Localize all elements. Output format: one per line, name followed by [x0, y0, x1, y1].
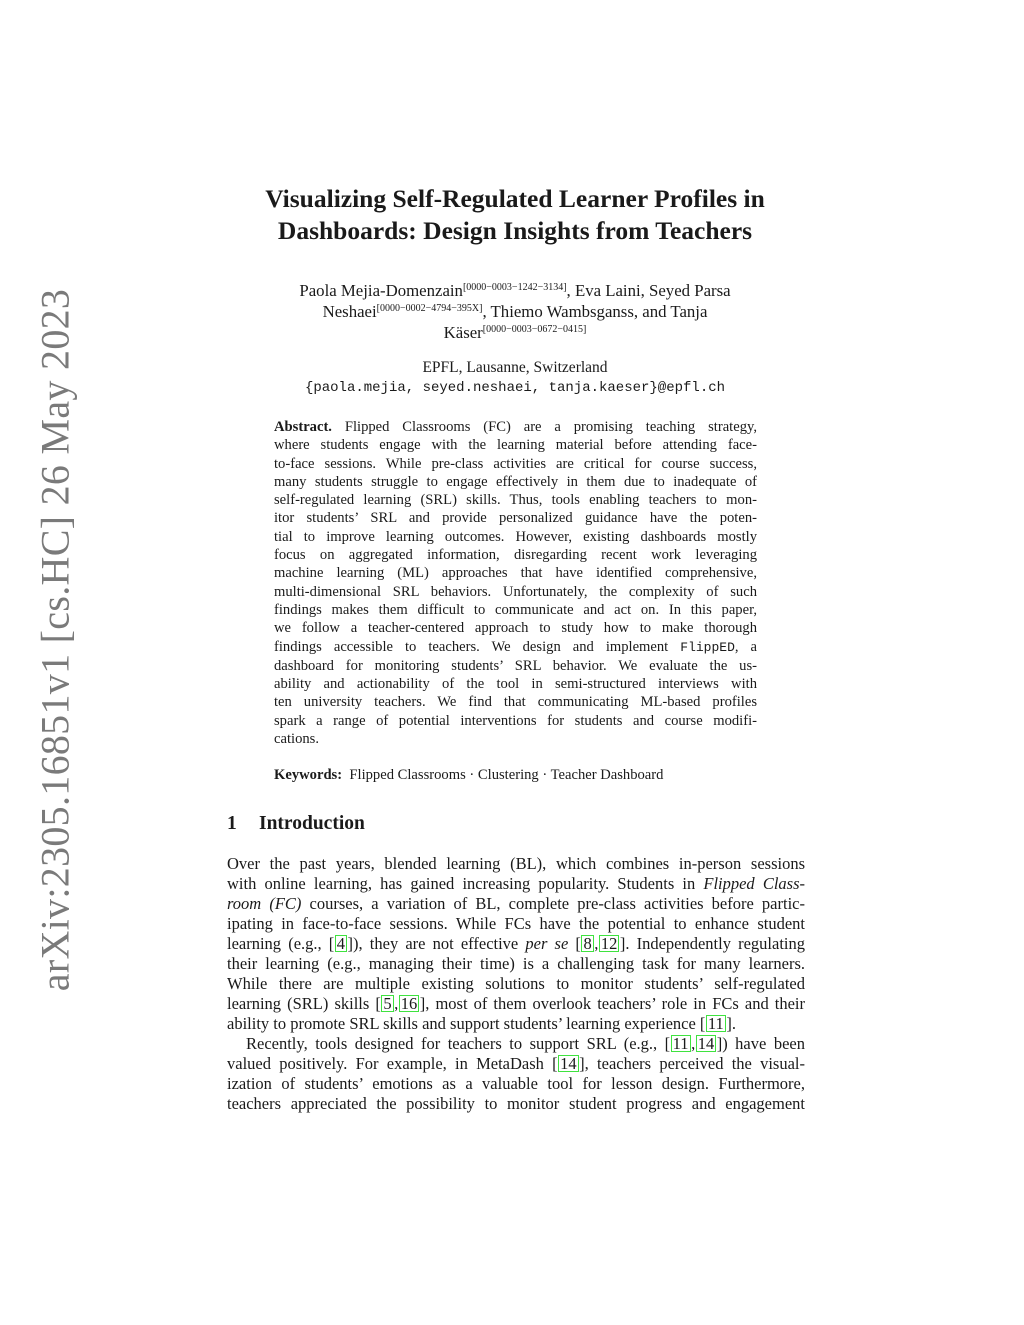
affiliation-block	[200, 358, 830, 398]
author-name: , Eva Laini, Seyed Parsa	[566, 281, 731, 300]
body-line: learning (e.g., [ 4 ]), they are not effective per se [ 8 , 12 ]. Independently regulating	[227, 934, 805, 953]
abstract-line	[274, 638, 757, 657]
body-line: ipating in face-to-face sessions. While FCs have the potential to enhance student	[227, 914, 805, 933]
body-text: ) have been	[722, 1034, 805, 1053]
body-text: , most of them overlook teachers’ role in FCs and their	[425, 994, 806, 1013]
orcid[interactable]: [0000−0002−4794−395X]	[376, 303, 483, 314]
body-text: valued positively. For example, in MetaDash	[227, 1054, 544, 1073]
body-text: ability to promote SRL skills and support students’ learning experience	[227, 1014, 696, 1033]
keywords	[274, 766, 757, 784]
abstract-line: spark a range of potential interventions for students and course modifi-	[274, 712, 757, 729]
emphasis: Flipped Class-	[703, 874, 805, 893]
body-line: ization of students’ emotions as a valuable tool for lesson design. Furthermore,	[227, 1074, 805, 1093]
citation-link[interactable]: 8	[583, 934, 592, 953]
body-line: Recently, tools designed for teachers to support SRL (e.g., [ 11 , 14 ]) have been	[246, 1034, 805, 1053]
body-line	[227, 874, 805, 894]
tool-name: FlippED	[680, 639, 735, 655]
section-title: Introduction	[259, 813, 365, 834]
citation-link[interactable]: 16	[400, 994, 418, 1013]
abstract-line: cations.	[274, 731, 319, 748]
abstract-line: tial to improve learning outcomes. However, existing dashboards mostly	[274, 528, 757, 545]
keywords-text: Flipped Classrooms · Clustering · Teacher Dashboard	[349, 767, 664, 783]
abstract-line: many students struggle to engage effectively in them due to inadequate of	[274, 473, 757, 490]
body-line: ability to promote SRL skills and support students’ learning experience [ 11 ].	[227, 1014, 736, 1033]
title-line: Dashboards: Design Insights from Teachers	[277, 216, 753, 245]
body-text: . Independently regulating	[625, 934, 805, 953]
abstract-line: to-face sessions. While pre-class activities are critical for course success,	[274, 455, 757, 472]
section-heading	[227, 813, 365, 835]
citation-link[interactable]: 11	[672, 1034, 689, 1053]
citation-link[interactable]: 14	[560, 1054, 577, 1073]
author-name: Käser	[443, 323, 483, 342]
title-line: Visualizing Self-Regulated Learner Profiles in	[265, 184, 765, 213]
body-text: learning (SRL) skills	[227, 994, 370, 1013]
abstract-line: ability and actionability of the tool in semi-structured interviews with	[274, 676, 757, 693]
body-line: valued positively. For example, in MetaDash [ 14 ], teachers perceived the visual-	[227, 1054, 806, 1073]
author-name: , Thiemo Wambsganss, and Tanja	[482, 302, 708, 321]
author-name: Neshaei	[322, 302, 377, 321]
abstract-line: itor students’ SRL and provide personalized guidance have the poten-	[274, 510, 757, 527]
body-text: with online learning, has gained increasing popularity. Students in	[227, 874, 696, 893]
body-text: learning (e.g.,	[227, 934, 322, 953]
abstract-line: focus on aggregated information, disregarding recent work leveraging	[274, 547, 757, 564]
author-line	[200, 301, 830, 322]
orcid[interactable]: [0000−0003−0672−0415]	[482, 324, 587, 335]
orcid[interactable]: [0000−0003−1242−3134]	[462, 282, 567, 293]
citation-link[interactable]: 11	[707, 1014, 724, 1033]
abstract-line: dashboard for monitoring students’ SRL behavior. We evaluate the us-	[274, 657, 757, 674]
introduction-body	[227, 854, 805, 1114]
abstract	[274, 418, 757, 748]
email-addresses[interactable]: {paola.mejia, seyed.neshaei, tanja.kaeser}@epfl.ch	[304, 380, 726, 396]
author-name: Paola Mejia-Domenzain	[299, 281, 463, 300]
citation-link[interactable]: 5	[383, 994, 392, 1013]
paper-title	[200, 183, 830, 247]
author-list	[200, 280, 830, 343]
body-text: Recently, tools designed for teachers to support SRL (e.g.,	[246, 1034, 658, 1053]
affiliation: EPFL, Lausanne, Switzerland	[422, 359, 608, 376]
abstract-label: Abstract.	[274, 419, 332, 435]
body-line	[227, 894, 805, 914]
citation-link[interactable]: 4	[336, 934, 346, 953]
abstract-line: we follow a teacher-centered approach to study how to make thorough	[274, 620, 757, 637]
abstract-line: findings makes them difficult to communicate and act on. In this paper,	[274, 601, 757, 618]
body-line: learning (SRL) skills [ 5 , 16 ], most of them overlook teachers’ role in FCs and their	[227, 994, 806, 1013]
body-text: , teachers perceived the visual-	[584, 1054, 806, 1073]
emphasis: room (FC)	[227, 894, 302, 913]
section-number: 1	[227, 813, 237, 834]
abstract-text: Flipped Classrooms (FC) are a promising teaching strategy,	[344, 419, 757, 435]
abstract-line: where students engage with the learning material before attending face-	[274, 437, 757, 454]
body-text: ), they are not effective	[353, 934, 519, 953]
abstract-text: , a	[734, 638, 758, 655]
body-text: .	[731, 1014, 736, 1033]
keywords-label: Keywords:	[274, 767, 343, 783]
abstract-line: self-regulated learning (SRL) skills. Thus, tools enabling teachers to mon-	[274, 492, 757, 509]
emphasis: per se	[525, 934, 569, 953]
abstract-line	[274, 418, 757, 436]
body-text: courses, a variation of BL, complete pre-class activities before partic-	[309, 894, 805, 913]
abstract-text: findings accessible to teachers. We design and implement	[274, 638, 669, 655]
abstract-line: machine learning (ML) approaches that have identified comprehensive,	[274, 565, 757, 582]
author-line	[200, 322, 830, 343]
body-line: their learning (e.g., managing their time) is a challenging task for many learners.	[227, 954, 805, 973]
citation-link[interactable]: 12	[600, 934, 618, 953]
arxiv-identifier: arXiv:2305.16851v1 [cs.HC] 26 May 2023	[32, 288, 78, 992]
author-line	[200, 280, 830, 301]
abstract-line: multi-dimensional SRL behaviors. Unfortunately, the complexity of such	[274, 583, 757, 600]
citation-link[interactable]: 14	[697, 1034, 715, 1053]
abstract-line: ten university teachers. We find that communicating ML-based profiles	[274, 694, 757, 711]
body-line: While there are multiple existing solutions to monitor students’ self-regulated	[227, 974, 805, 993]
body-line: Over the past years, blended learning (BL), which combines in-person sessions	[227, 854, 805, 873]
body-line: teachers appreciated the possibility to monitor student progress and engagement	[227, 1094, 805, 1113]
